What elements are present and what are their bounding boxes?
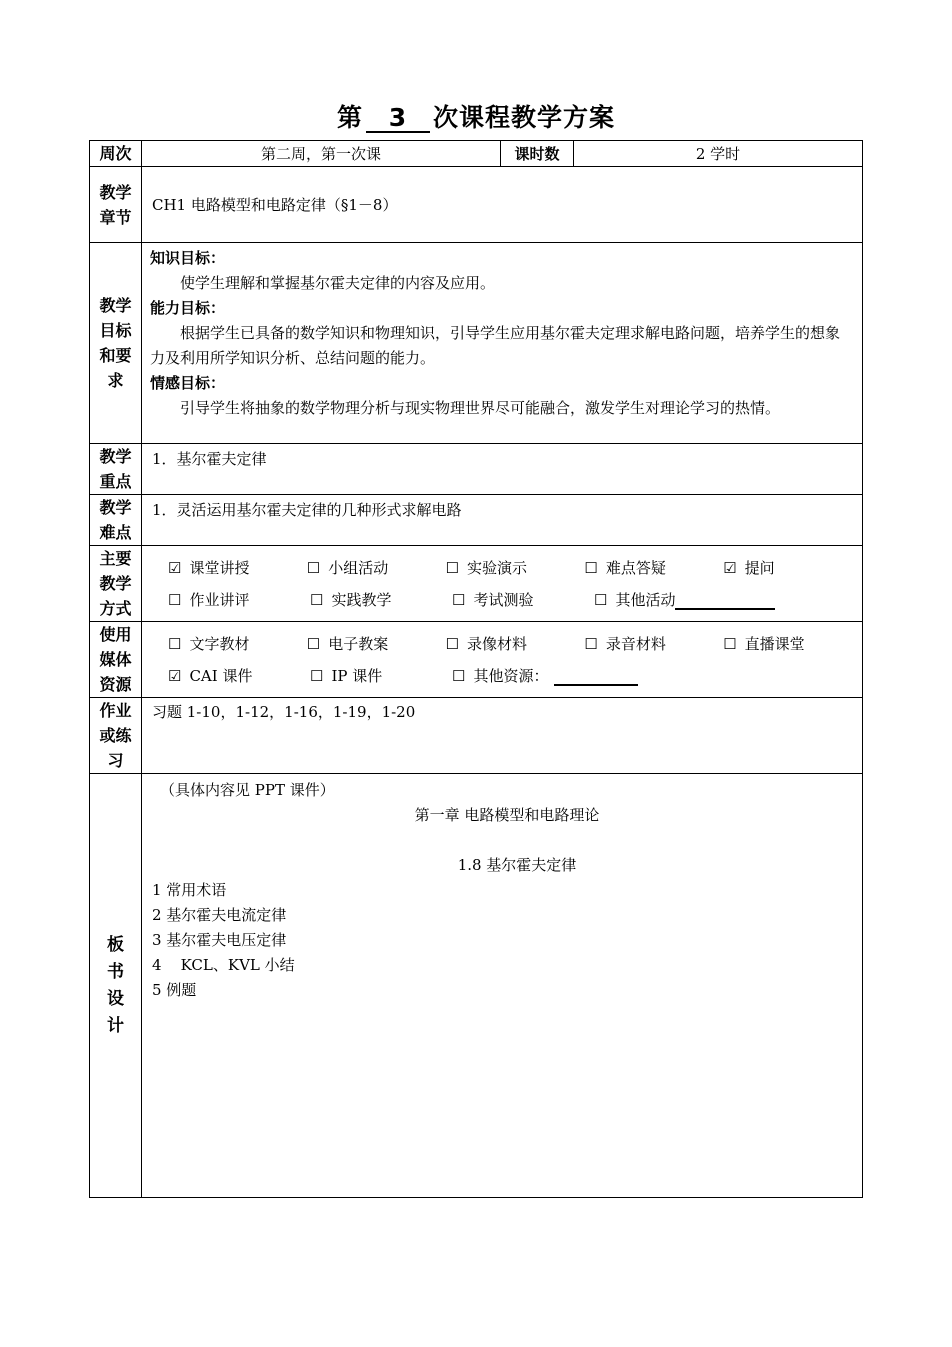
goals-row — [90, 243, 863, 444]
methods-label: 主要 教学 方式 — [90, 546, 142, 622]
method-practice-checkbox[interactable]: ☐ 实践教学 — [310, 591, 392, 609]
board-row — [90, 774, 863, 1198]
board-item: 2 基尔霍夫电流定律 — [152, 906, 287, 924]
homework-value: 习题 1-10，1-12，1-16，1-19，1-20 — [142, 698, 863, 774]
media-audio-checkbox[interactable]: ☐ 录音材料 — [584, 635, 666, 653]
methods-row-1 — [168, 552, 862, 584]
knowledge-goal-heading: 知识目标： — [150, 249, 226, 267]
week-label: 周次 — [90, 141, 142, 167]
media-live-checkbox[interactable]: ☐ 直播课堂 — [723, 635, 805, 653]
method-questioning-checkbox[interactable]: ☑ 提问 — [723, 559, 775, 577]
media-textbook-checkbox[interactable]: ☐ 文字教材 — [168, 635, 250, 653]
hours-value: 2 学时 — [574, 141, 863, 167]
goals-content — [142, 243, 863, 444]
knowledge-goal-text: 使学生理解和掌握基尔霍夫定律的内容及应用。 — [180, 274, 496, 292]
lesson-plan-table — [89, 140, 863, 1198]
homework-row — [90, 698, 863, 774]
media-cai-checkbox[interactable]: ☑ CAI 课件 — [168, 667, 253, 685]
method-qa-checkbox[interactable]: ☐ 难点答疑 — [584, 559, 666, 577]
week-row — [90, 141, 863, 167]
board-item: 4 KCL、KVL 小结 — [152, 956, 295, 974]
board-section-title: 1.8 基尔霍夫定律 — [457, 856, 577, 874]
page-title — [0, 98, 952, 134]
media-options — [142, 622, 863, 698]
media-video-checkbox[interactable]: ☐ 录像材料 — [445, 635, 528, 653]
title-prefix: 第 — [336, 103, 363, 132]
method-exam-checkbox[interactable]: ☐ 考试测验 — [452, 591, 534, 609]
board-item: 1 常用术语 — [152, 881, 227, 899]
media-other-checkbox[interactable]: ☐ 其他资源： — [452, 665, 672, 686]
board-chapter-title: 第一章 电路模型和电路理论 — [414, 806, 600, 824]
homework-label: 作业 或练 习 — [90, 698, 142, 774]
difficulties-label: 教学 难点 — [90, 495, 142, 546]
media-label: 使用 媒体 资源 — [90, 622, 142, 698]
difficulties-value: 1．灵活运用基尔霍夫定律的几种形式求解电路 — [142, 495, 863, 546]
board-content — [142, 774, 863, 1198]
ability-goal-heading: 能力目标： — [150, 299, 226, 317]
method-other-blank[interactable] — [675, 592, 775, 610]
methods-options — [142, 546, 863, 622]
hours-label: 课时数 — [501, 141, 574, 167]
method-group-checkbox[interactable]: ☐ 小组活动 — [306, 559, 389, 577]
media-row-2 — [168, 660, 862, 692]
chapter-label: 教学 章节 — [90, 167, 142, 243]
methods-row — [90, 546, 863, 622]
key-points-value: 1．基尔霍夫定律 — [142, 444, 863, 495]
board-note: （具体内容见 PPT 课件） — [160, 781, 335, 799]
method-lecture-checkbox[interactable]: ☑ 课堂讲授 — [168, 559, 250, 577]
emotion-goal-text: 引导学生将抽象的数学物理分析与现实物理世界尽可能融合，激发学生对理论学习的热情。 — [180, 399, 781, 417]
difficulties-row — [90, 495, 863, 546]
media-row-1 — [168, 628, 862, 660]
ability-goal-text: 根据学生已具备的数学知识和物理知识，引导学生应用基尔霍夫定理求解电路问题，培养学生的想象力及利用所学知识分析、总结问题的能力。 — [150, 324, 841, 367]
key-points-row — [90, 444, 863, 495]
board-label: 板 书 设 计 — [90, 774, 142, 1198]
chapter-row — [90, 167, 863, 243]
method-experiment-checkbox[interactable]: ☐ 实验演示 — [445, 559, 528, 577]
method-homework-review-checkbox[interactable]: ☐ 作业讲评 — [168, 591, 250, 609]
methods-row-2 — [168, 584, 862, 616]
title-suffix: 次课程教学方案 — [433, 103, 616, 132]
media-e-lesson-checkbox[interactable]: ☐ 电子教案 — [306, 635, 389, 653]
board-item: 3 基尔霍夫电压定律 — [152, 931, 287, 949]
week-value: 第二周，第一次课 — [142, 141, 501, 167]
goals-label: 教学 目标 和要 求 — [90, 243, 142, 444]
board-item: 5 例题 — [152, 981, 197, 999]
chapter-value: CH1 电路模型和电路定律（§1－8） — [142, 167, 863, 243]
title-number: 3 — [366, 105, 430, 133]
method-other-checkbox[interactable]: ☐ 其他活动 — [594, 589, 794, 610]
media-other-blank[interactable] — [554, 668, 638, 686]
emotion-goal-heading: 情感目标： — [150, 374, 226, 392]
media-ip-checkbox[interactable]: ☐ IP 课件 — [310, 667, 383, 685]
key-points-label: 教学 重点 — [90, 444, 142, 495]
media-row — [90, 622, 863, 698]
